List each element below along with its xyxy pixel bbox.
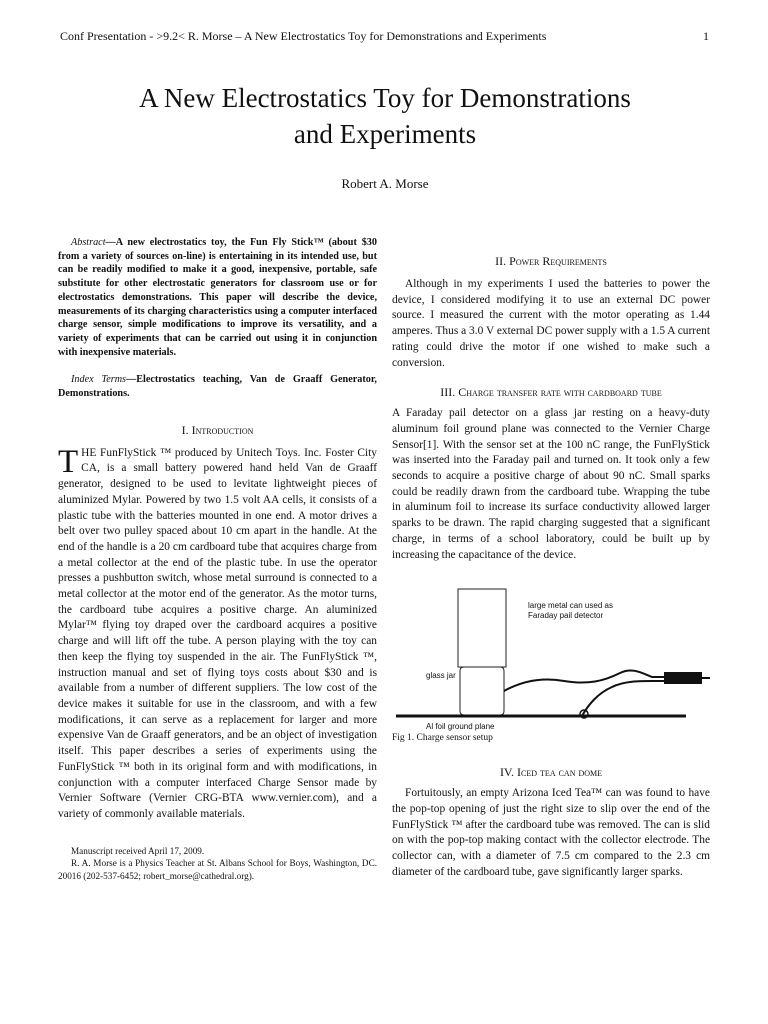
index-terms — [58, 373, 377, 400]
drop-cap: T — [58, 443, 79, 480]
figure-label-can — [528, 601, 613, 620]
running-header: Conf Presentation - >9.2< R. Morse – A New Electrostatics Toy for Demonstrations and Experiments — [60, 29, 547, 43]
figure-label-ground: Al foil ground plane — [426, 722, 495, 732]
paper-title — [60, 80, 710, 152]
author-name: Robert A. Morse — [341, 176, 429, 191]
paper-title-line-1: A New Electrostatics Toy for Demonstrations — [139, 83, 631, 113]
right-column — [392, 254, 710, 880]
power-text: Although in my experiments I used the batteries to power the device, I considered modifying it to use an external DC power source. I measured the current with the motor operating as 1.44 amperes. Thus a 3.0 V external DC power supply with a 1.5 A current rating could drive the motor if one wished to make such a conversion. — [392, 278, 710, 369]
footnote-received: Manuscript received April 17, 2009. — [71, 845, 205, 856]
abstract — [58, 236, 377, 359]
footnote-affiliation: R. A. Morse is a Physics Teacher at St. Albans School for Boys, Washington, DC. 20016 (202-537-6452; robert_morse@cathedral.org). — [58, 858, 377, 881]
section-heading-introduction: I. Introduction — [181, 422, 254, 437]
index-terms-text: —Electrostatics teaching, Van de Graaff Generator, Demonstrations. — [58, 374, 377, 400]
section-heading-power: II. Power Requirements — [495, 254, 607, 268]
glass-jar-shape — [460, 667, 504, 715]
left-column — [58, 236, 377, 882]
introduction-text — [58, 443, 377, 823]
figure-label-can-line-2: Faraday pail detector — [528, 610, 604, 620]
iced-tea-text: Fortuitously, an empty Arizona Iced Tea™ can was found to have the pop-top opening of just the right size to slip over the end of the FunFlyStick ™ after the cardboard tube was removed. The can is slid on with the pop-top making contact with the collector electrode. The collector can, with a diameter of 7.5 cm compared to the 2.3 cm diameter of the cardboard tube, gave significantly larger sparks. — [392, 787, 710, 878]
figure-label-jar: glass jar — [426, 671, 456, 681]
charge-transfer-text: A Faraday pail detector on a glass jar resting on a heavy-duty aluminum foil ground plane was connected to the Vernier Charge Sensor[1]. With the sensor set at the 100 nC range, the FunFlyStick was inserted into the Faraday pail and turned on. It took only a few seconds to acquire a positive charge of about 90 nC. Small sparks could be readily drawn from the cardboard tube. Wrapping the tube in aluminum foil to increase its surface conductivity allowed larger sparks to be drawn. The rapid charging suggested that a significant charge, in terms of a school laboratory, could be built up by increasing the capacitance of the device. — [392, 407, 710, 561]
abstract-text: —A new electrostatics toy, the Fun Fly Stick™ (about $30 from a variety of sources on-line) is entertaining in its intended use, but can be readily modified to make it a good, inexpensive, portable, safe substitute for other electrostatic generators for classroom use or for electrostatics demonstrations. This paper will describe the device, measurements of its charging characteristics using a computer interfaced charge sensor, simple modifications to improve its versatility, and a variety of experiments that can be carried out using it in conjunction with inexpensive materials. — [58, 237, 377, 358]
figure-charge-sensor-setup — [392, 581, 710, 731]
introduction-body: HE FunFlyStick ™ produced by Unitech Toys. Inc. Foster City CA, is a small battery powered hand held Van de Graaff generator, designed to be used to levitate lightweight pieces of aluminized Mylar. Powered by two 1.5 volt AA cells, it consists of a plastic tube with the batteries mounted in one end. A motor drives a belt over two pulley spaced about 10 cm apart in the handle. At the end of the handle is a 20 cm cardboard tube that acquires charge from a metal collector at the end of the plastic tube. In use the operator presses a pushbutton switch, whose metal surround is connected to a metal collector at the motor end of the generator. As the motor turns, the cardboard tube acquires a positive charge. An aluminized Mylar™ flying toy draped over the cardboard acquires a positive charge and will lift off the tube. A person playing with the toy can then keep the flying toy suspended in the air. The FunFlyStick ™, instruction manual and set of flying toys costs about $30 and is available from a number of different suppliers. The low cost of the device makes it suitable for use in the classroom, and with a few modifications, it can serve as a replacement for larger and more expensive Van de Graaff generators, and be an object of investigation itself. This paper describes a series of experiments using the FunFlyStick ™ both in its original form and with modifications, in conjunction with a computer interfaced Charge Sensor made by Vernier Software (Vernier CRG-BTA www.vernier.com), and a variety of commonly available materials. — [58, 446, 377, 820]
section-heading-charge-transfer: III. Charge transfer rate with cardboard tube — [440, 385, 662, 400]
paper-title-line-2: and Experiments — [293, 119, 477, 149]
section-heading-iced-tea: IV. Iced tea can dome — [499, 765, 603, 780]
abstract-label: Abstract — [71, 237, 106, 248]
index-terms-label: Index Terms — [71, 374, 127, 386]
charge-sensor-body — [664, 672, 702, 684]
figure-caption: Fig 1. Charge sensor setup — [392, 733, 493, 744]
sensor-cable-ground — [582, 681, 664, 716]
figure-label-can-line-1: large metal can used as — [528, 601, 613, 611]
faraday-pail-can — [458, 589, 506, 667]
page-number: 1 — [703, 29, 709, 43]
